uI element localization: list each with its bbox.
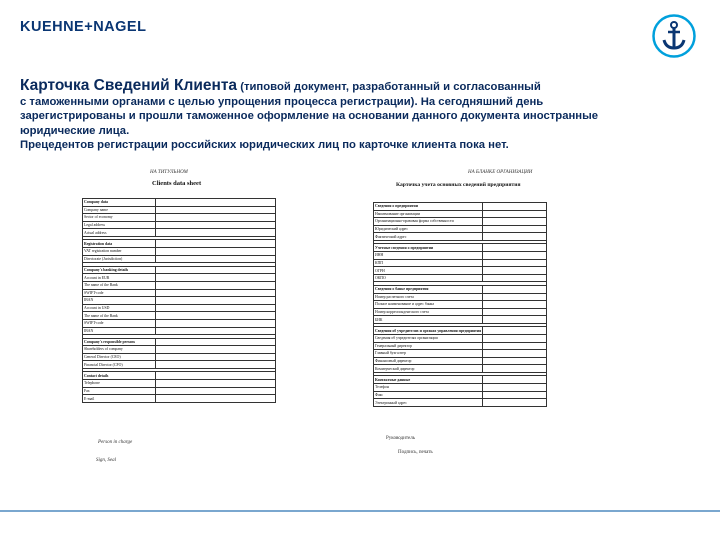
row-value xyxy=(483,391,547,399)
right-doc-signature: Руководитель xyxy=(386,436,416,441)
table-row xyxy=(83,312,276,320)
row-label: ОГРН xyxy=(374,267,483,275)
row-label: Генеральный директор xyxy=(374,342,483,350)
row-label: Коммерческий директор xyxy=(374,365,483,373)
row-label: Registration data xyxy=(83,240,156,248)
row-value xyxy=(483,225,547,233)
table-row xyxy=(374,225,547,233)
row-value xyxy=(156,206,276,214)
row-label: Организационно-правовая форма собственности xyxy=(374,218,483,226)
row-value xyxy=(483,350,547,358)
table-row xyxy=(374,399,547,407)
table-row xyxy=(83,361,276,369)
row-label: Номер корреспондентского счета xyxy=(374,308,483,316)
row-value xyxy=(156,289,276,297)
row-label: Company's responsible persons xyxy=(83,338,156,346)
table-row xyxy=(83,327,276,335)
row-label: Учетные сведения о предприятии xyxy=(374,244,483,252)
row-label: Полное наименование и адрес банка xyxy=(374,301,483,309)
table-row xyxy=(374,301,547,309)
row-label: БИК xyxy=(374,316,483,324)
right-doc-stamp: НА БЛАНКЕ ОРГАНИЗАЦИИ xyxy=(468,170,533,175)
table-row xyxy=(374,210,547,218)
row-value xyxy=(156,395,276,403)
table-row xyxy=(374,342,547,350)
row-value xyxy=(156,304,276,312)
row-value xyxy=(156,214,276,222)
row-value xyxy=(156,281,276,289)
row-label: The name of the Bank xyxy=(83,281,156,289)
row-label: Account in USD xyxy=(83,304,156,312)
intro-line-4: Прецедентов регистрации российских юридических лиц по карточке клиента пока нет. xyxy=(20,139,509,152)
table-row xyxy=(374,350,547,358)
row-value xyxy=(483,210,547,218)
row-label: Сведения о предприятии xyxy=(374,203,483,211)
table-section-row xyxy=(83,372,276,380)
row-label: General Director (CEO) xyxy=(83,353,156,361)
row-label: Фактический адрес xyxy=(374,233,483,241)
row-value xyxy=(156,248,276,256)
left-doc-table xyxy=(82,198,276,403)
table-section-row xyxy=(374,244,547,252)
footer-divider xyxy=(0,510,720,512)
row-value xyxy=(483,327,547,335)
table-row xyxy=(83,221,276,229)
table-row xyxy=(83,255,276,263)
table-row xyxy=(83,346,276,354)
row-value xyxy=(483,293,547,301)
row-value xyxy=(483,399,547,407)
table-row xyxy=(374,233,547,241)
row-value xyxy=(156,387,276,395)
row-label: Главный бухгалтер xyxy=(374,350,483,358)
row-value xyxy=(483,252,547,260)
left-doc-seal: Sign, Seal xyxy=(96,458,116,463)
row-label: Company data xyxy=(83,199,156,207)
row-label: Company name xyxy=(83,206,156,214)
table-row xyxy=(374,218,547,226)
table-row xyxy=(83,229,276,237)
table-row xyxy=(374,274,547,282)
table-section-row xyxy=(374,203,547,211)
row-value xyxy=(483,308,547,316)
table-row xyxy=(83,380,276,388)
table-row xyxy=(83,206,276,214)
table-row xyxy=(83,387,276,395)
row-label: Сведения о банке предприятия xyxy=(374,285,483,293)
row-value xyxy=(483,259,547,267)
table-row xyxy=(83,248,276,256)
row-label: Финансовый директор xyxy=(374,357,483,365)
row-value xyxy=(483,342,547,350)
right-doc-table xyxy=(373,202,547,407)
table-row xyxy=(374,365,547,373)
intro-line-2: зарегистрированы и прошли таможенное оформление на основании данного документа иностранные xyxy=(20,110,599,123)
table-row xyxy=(374,308,547,316)
row-value xyxy=(156,312,276,320)
row-value xyxy=(483,244,547,252)
table-row xyxy=(83,353,276,361)
row-value xyxy=(483,267,547,275)
row-value xyxy=(483,316,547,324)
page-title: Карточка Сведений Клиента xyxy=(20,77,238,94)
page-subtitle: (типовой документ, разработанный и согласованный xyxy=(240,81,541,93)
row-label: SWIFT-code xyxy=(83,319,156,327)
row-value xyxy=(156,240,276,248)
row-value xyxy=(156,255,276,263)
left-doc-title: Clients data sheet xyxy=(152,180,202,187)
row-value xyxy=(483,203,547,211)
table-row xyxy=(83,304,276,312)
row-value xyxy=(483,365,547,373)
row-value xyxy=(483,274,547,282)
table-row xyxy=(83,274,276,282)
table-row xyxy=(374,335,547,343)
table-row xyxy=(83,395,276,403)
table-row xyxy=(83,289,276,297)
row-value xyxy=(156,346,276,354)
row-label: IBAN xyxy=(83,327,156,335)
table-row xyxy=(374,293,547,301)
row-value xyxy=(483,357,547,365)
row-label: КПП xyxy=(374,259,483,267)
table-row xyxy=(374,384,547,392)
row-label: SWIFT-code xyxy=(83,289,156,297)
row-value xyxy=(156,327,276,335)
row-value xyxy=(156,266,276,274)
row-value xyxy=(156,380,276,388)
row-label: Contact details xyxy=(83,372,156,380)
row-value xyxy=(156,338,276,346)
row-value xyxy=(156,361,276,369)
row-label: Legal address xyxy=(83,221,156,229)
row-label: ОКПО xyxy=(374,274,483,282)
row-label: Company's banking details xyxy=(83,266,156,274)
row-label: Контактные данные xyxy=(374,376,483,384)
row-value xyxy=(483,376,547,384)
row-label: ИНН xyxy=(374,252,483,260)
row-value xyxy=(156,229,276,237)
table-row xyxy=(374,259,547,267)
row-value xyxy=(483,218,547,226)
table-section-row xyxy=(374,285,547,293)
row-label: Электронный адрес xyxy=(374,399,483,407)
right-doc-title: Карточка учета основных сведений предприятия xyxy=(396,182,521,188)
right-doc-seal: Подпись, печать xyxy=(398,450,433,455)
row-label: Actual address xyxy=(83,229,156,237)
table-row xyxy=(374,391,547,399)
table-row xyxy=(83,297,276,305)
row-value xyxy=(156,274,276,282)
row-label: Сведения об учредителях и органах управления предприятия xyxy=(375,328,482,333)
row-value xyxy=(156,319,276,327)
row-label: Directorate (Jurisdiction) xyxy=(83,255,156,263)
left-doc-signature: Person in charge xyxy=(98,440,133,445)
table-section-row xyxy=(374,327,547,335)
row-value xyxy=(156,199,276,207)
table-row xyxy=(374,267,547,275)
row-label: Telephone xyxy=(83,380,156,388)
intro-line-1: с таможенными органами с целью упрощения процесса регистрации). На сегодняшний день xyxy=(20,95,544,108)
table-section-row xyxy=(83,338,276,346)
clients-data-sheet xyxy=(80,168,280,468)
table-section-row xyxy=(374,376,547,384)
row-label: Сведения об учредителях организации xyxy=(374,335,483,343)
table-section-row xyxy=(83,266,276,274)
table-section-row xyxy=(83,199,276,207)
row-value xyxy=(156,297,276,305)
table-row xyxy=(374,316,547,324)
row-value xyxy=(156,353,276,361)
brand-logo: KUEHNE+NAGEL xyxy=(20,19,147,35)
row-value xyxy=(483,285,547,293)
row-label: Shareholders of company xyxy=(83,346,156,354)
row-label: E-mail xyxy=(83,395,156,403)
row-label: Sector of economy xyxy=(83,214,156,222)
intro-line-3: юридические лица. xyxy=(20,124,130,137)
table-row xyxy=(83,281,276,289)
row-label: Факс xyxy=(374,391,483,399)
table-section-row xyxy=(83,240,276,248)
row-value xyxy=(483,301,547,309)
row-label: Account in EUR xyxy=(83,274,156,282)
table-row xyxy=(83,214,276,222)
left-doc-stamp: НА ТИТУЛЬНОМ xyxy=(150,170,188,175)
intro-text xyxy=(20,79,700,153)
row-value xyxy=(156,221,276,229)
row-label: Наименование организации xyxy=(374,210,483,218)
row-label: Телефон xyxy=(374,384,483,392)
row-label: Юридический адрес xyxy=(374,225,483,233)
table-row xyxy=(83,319,276,327)
row-value xyxy=(483,233,547,241)
row-label: Financial Director (CFO) xyxy=(83,361,156,369)
row-label: IBAN xyxy=(83,297,156,305)
russian-data-sheet xyxy=(372,168,552,468)
row-label: Fax xyxy=(83,387,156,395)
row-value xyxy=(483,384,547,392)
row-value xyxy=(156,372,276,380)
row-label: VAT registration number xyxy=(83,248,156,256)
table-row xyxy=(374,357,547,365)
table-row xyxy=(374,252,547,260)
row-value xyxy=(483,335,547,343)
anchor-logo-icon xyxy=(652,14,696,58)
row-label: The name of the Bank xyxy=(83,312,156,320)
row-label: Номер расчетного счета xyxy=(374,293,483,301)
